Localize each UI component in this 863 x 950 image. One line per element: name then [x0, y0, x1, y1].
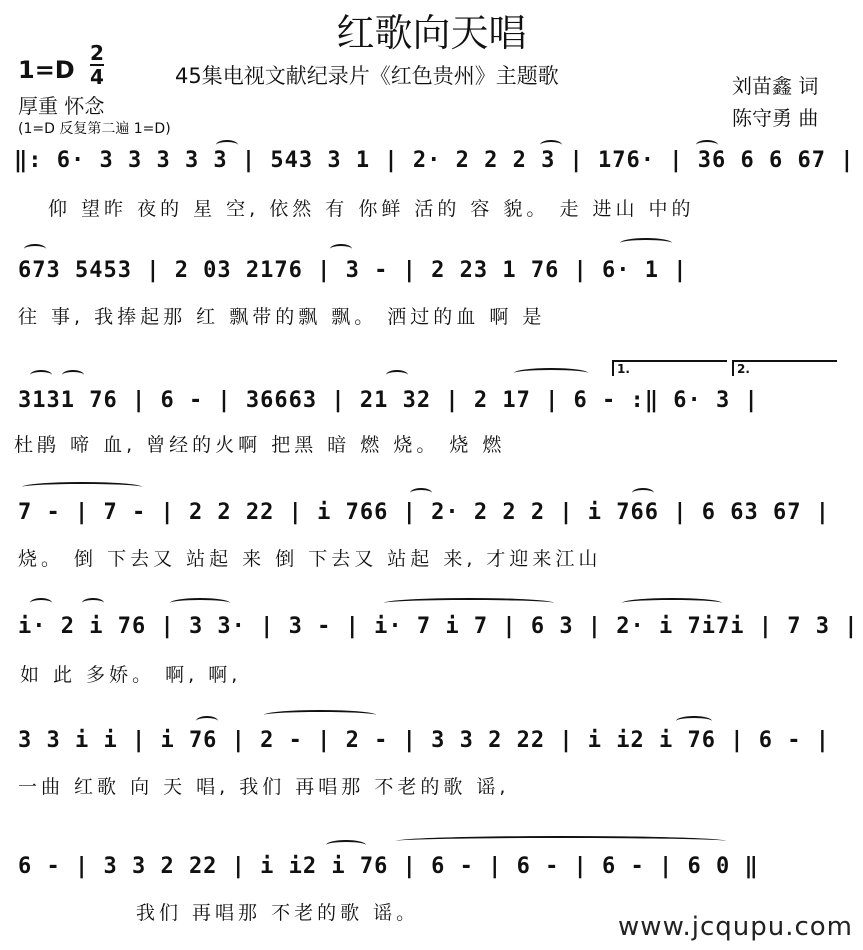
slur-mark: [622, 598, 722, 608]
composer-credit: 陈守勇 曲: [732, 106, 819, 130]
lyricist-credit: 刘苗鑫 词: [732, 74, 819, 98]
lyrics-line: 如 此 多娇。 啊, 啊,: [20, 664, 242, 686]
lyrics-line: 烧。 倒 下去又 站起 来 倒 下去又 站起 来, 才迎来江山: [18, 548, 602, 570]
slur-mark: [196, 716, 218, 726]
song-title: 红歌向天唱: [336, 11, 527, 55]
tempo-mood: 厚重 怀念: [18, 94, 105, 118]
notation-line: 673 5453 | 2 03 2176 | 3 - | 2 23 1 76 | 6· 1 |: [18, 258, 688, 283]
slur-mark: [30, 598, 52, 608]
volta-second-ending: [732, 360, 837, 376]
volta-second-label: 2.: [737, 362, 750, 376]
notation-line: 3131 76 | 6 - | 36663 | 21 32 | 2 17 | 6 - :‖ 6· 3 |: [18, 388, 759, 413]
lyrics-line: 我们 再唱那 不老的歌 谣。: [136, 902, 420, 924]
lyrics-line: 仰 望昨 夜的 星 空, 依然 有 你鲜 活的 容 貌。 走 进山 中的: [48, 198, 695, 220]
slur-mark: [22, 482, 142, 492]
time-signature: [90, 42, 104, 88]
repeat-note: (1=D 反复第二遍 1=D): [18, 121, 171, 137]
slur-mark: [264, 710, 376, 720]
lyrics-line: 杜鹃 啼 血, 曾经的火啊 把黑 暗 燃 烧。 烧 燃: [14, 434, 506, 456]
slur-mark: [676, 716, 712, 726]
slur-mark: [514, 368, 588, 378]
slur-mark: [386, 370, 408, 380]
volta-first-label: 1.: [617, 362, 630, 376]
slur-mark: [24, 244, 46, 254]
slur-mark: [82, 598, 104, 608]
slur-mark: [396, 836, 726, 846]
slur-mark: [410, 488, 432, 498]
volta-first-ending: [612, 360, 727, 376]
slur-mark: [384, 598, 554, 608]
lyrics-line: 往 事, 我捧起那 红 飘带的飘 飘。 洒过的血 啊 是: [18, 306, 546, 328]
slur-mark: [30, 370, 52, 380]
notation-line: 7 - | 7 - | 2 2 22 | i 766 | 2· 2 2 2 | i 766 | 6 63 67 |: [18, 500, 830, 525]
notation-line: 6 - | 3 3 2 22 | i i2 i 76 | 6 - | 6 - | 6 - | 6 0 ‖: [18, 854, 759, 879]
slur-mark: [62, 370, 84, 380]
time-signature-top: 2: [90, 41, 104, 65]
slur-mark: [326, 840, 366, 850]
key-signature: 1=D: [18, 56, 75, 84]
time-signature-bottom: 4: [90, 65, 104, 89]
slur-mark: [632, 488, 654, 498]
notation-line: i· 2 i 76 | 3 3· | 3 - | i· 7 i 7 | 6 3 | 2· i 7i7i | 7 3 |: [18, 614, 859, 639]
notation-line: ‖: 6· 3 3 3 3 3 | 543 3 1 | 2· 2 2 2 3 | 176· | 36 6 6 67 |: [14, 148, 855, 173]
song-subtitle: 45集电视文献纪录片《红色贵州》主题歌: [175, 64, 559, 88]
slur-mark: [330, 244, 352, 254]
notation-line: 3 3 i i | i 76 | 2 - | 2 - | 3 3 2 22 | i i2 i 76 | 6 - |: [18, 728, 830, 753]
slur-mark: [620, 238, 672, 248]
slur-mark: [170, 598, 230, 608]
site-watermark: www.jcqupu.com: [618, 912, 853, 942]
lyrics-line: 一曲 红歌 向 天 唱, 我们 再唱那 不老的歌 谣,: [18, 776, 510, 798]
